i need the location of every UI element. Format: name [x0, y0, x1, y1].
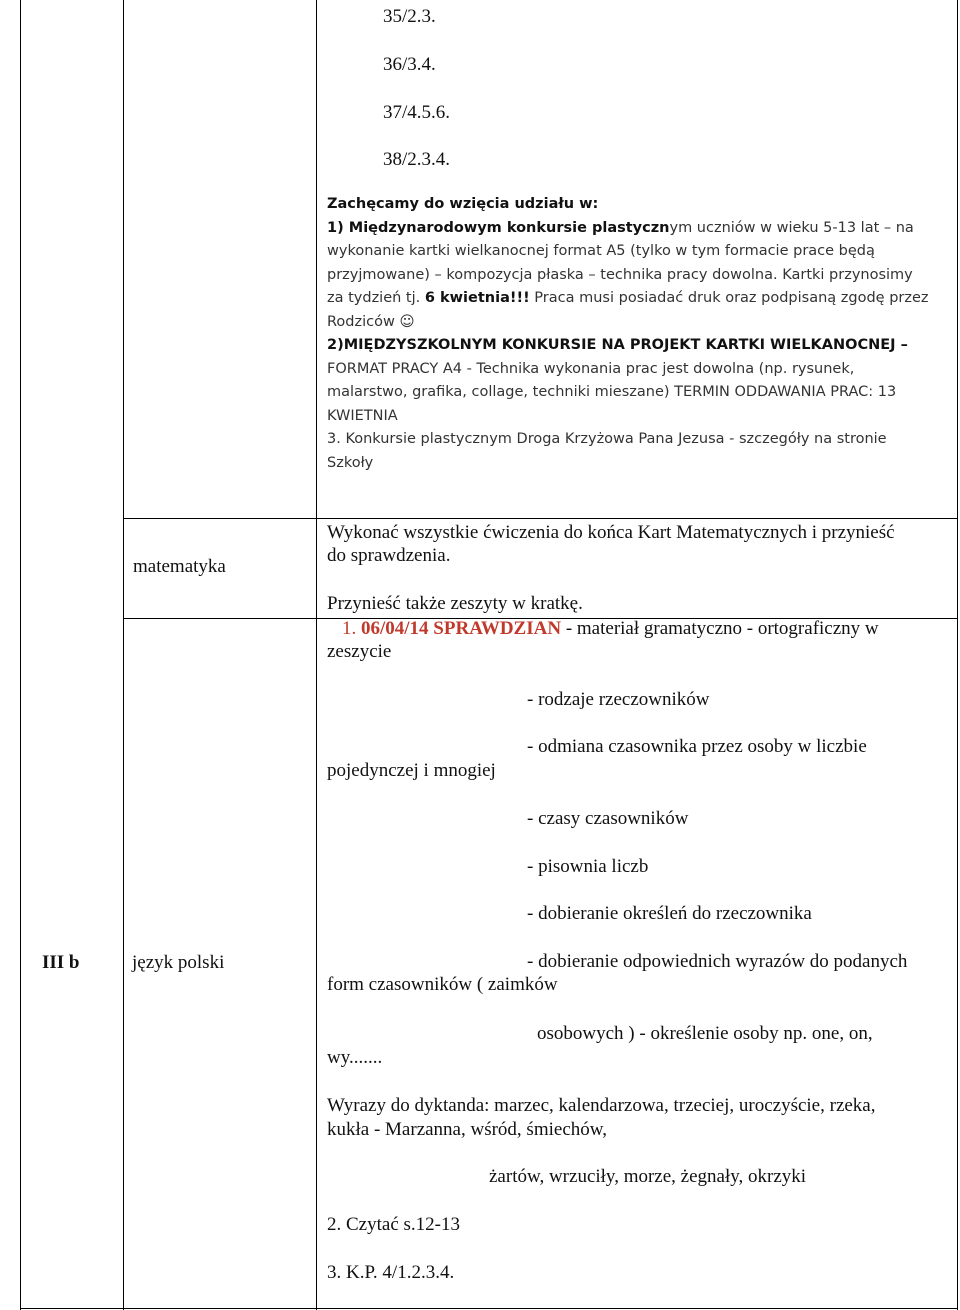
contest-deadline: 6 kwietnia!!!	[424, 290, 530, 306]
topic-item: - rodzaje rzeczowników	[527, 689, 710, 710]
topic-item: - dobieranie określeń do rzeczownika	[527, 903, 812, 924]
topic-item: form czasowników ( zaimków	[327, 974, 558, 995]
dictation-words: żartów, wrzuciły, morze, żegnały, okrzyki	[489, 1166, 807, 1187]
topic-item: pojedynczej i mnogiej	[327, 760, 496, 781]
exercise-number: 37/4.5.6.	[383, 102, 451, 123]
table-bottom-border	[20, 1308, 958, 1309]
test-item-continued: zeszycie	[327, 641, 392, 662]
contest-text: ym uczniów w wieku 5-13 lat – na	[669, 219, 914, 236]
contest-title: 2)MIĘDZYSZKOLNYM KONKURSIE NA PROJEKT KARTKI WIELKANOCNEJ –	[327, 337, 908, 353]
contest-announcement	[327, 193, 937, 475]
workbook-task: 3. K.P. 4/1.2.3.4.	[327, 1262, 455, 1283]
contest-text: Praca musi posiadać druk oraz podpisaną zgodę przez	[529, 290, 929, 306]
topic-item: - dobieranie odpowiednich wyrazów do podanych	[527, 951, 908, 972]
contest-line: 3. Konkursie plastycznym Droga Krzyżowa Pana Jezusa - szczegóły na stronie	[327, 431, 887, 447]
test-item	[342, 618, 879, 640]
contest-text: za tydzień tj.	[327, 290, 425, 306]
subject-polish: język polski	[132, 952, 225, 973]
table-column-divider-2	[316, 0, 317, 1310]
exercise-number: 35/2.3.	[383, 6, 436, 27]
contest-line: KWIETNIA	[327, 407, 398, 424]
contest-line	[327, 287, 937, 311]
test-description: - materiał gramatyczno - ortograficzny w	[561, 618, 879, 639]
class-label: III b	[42, 952, 80, 973]
contest-line: Rodziców ☺	[327, 313, 415, 330]
contest-line: Szkoły	[327, 454, 374, 471]
contest-line	[327, 217, 937, 241]
dictation-words: Wyrazy do dyktanda: marzec, kalendarzowa, trzeciej, uroczyście, rzeka,	[327, 1095, 876, 1116]
contest-line: przyjmowane) – kompozycja płaska – technika pracy dowolna. Kartki przynosimy	[327, 266, 913, 283]
table-column-divider-1	[123, 0, 124, 1310]
subject-math: matematyka	[133, 556, 226, 577]
topic-item: - odmiana czasownika przez osoby w liczbie	[527, 736, 867, 757]
contest-line: malarstwo, grafika, collage, techniki mieszane) TERMIN ODDAWANIA PRAC: 13	[327, 384, 897, 400]
topic-item: wy.......	[327, 1047, 383, 1068]
contest-highlight: Międzynarodowym konkursie plastyczn	[348, 219, 670, 236]
test-date: 06/04/14 SPRAWDZIAN	[361, 618, 562, 639]
table-row-divider-1	[123, 518, 957, 519]
contest-line: wykonanie kartki wielkanocnej format A5 (tylko w tym formacie prace będą	[327, 243, 875, 259]
contest-number: 1)	[327, 219, 349, 236]
exercise-number: 38/2.3.4.	[383, 149, 451, 170]
math-task: Przynieść także zeszyty w kratkę.	[327, 593, 583, 614]
contest-intro: Zachęcamy do wzięcia udziału w:	[327, 196, 599, 212]
exercise-number: 36/3.4.	[383, 54, 436, 75]
topic-item: - pisownia liczb	[527, 856, 649, 877]
topic-item: osobowych ) - określenie osoby np. one, on,	[537, 1023, 873, 1044]
reading-task: 2. Czytać s.12-13	[327, 1214, 460, 1235]
math-task: Wykonać wszystkie ćwiczenia do końca Kart Matematycznych i przynieść	[327, 522, 895, 543]
math-task: do sprawdzenia.	[327, 545, 451, 566]
topic-item: - czasy czasowników	[527, 808, 689, 829]
table-right-border	[957, 0, 958, 1310]
contest-line: FORMAT PRACY A4 - Technika wykonania prac jest dowolna (np. rysunek,	[327, 360, 855, 377]
item-number: 1.	[342, 618, 361, 639]
dictation-words: kukła - Marzanna, wśród, śmiechów,	[327, 1119, 607, 1140]
table-left-border	[20, 0, 21, 1310]
